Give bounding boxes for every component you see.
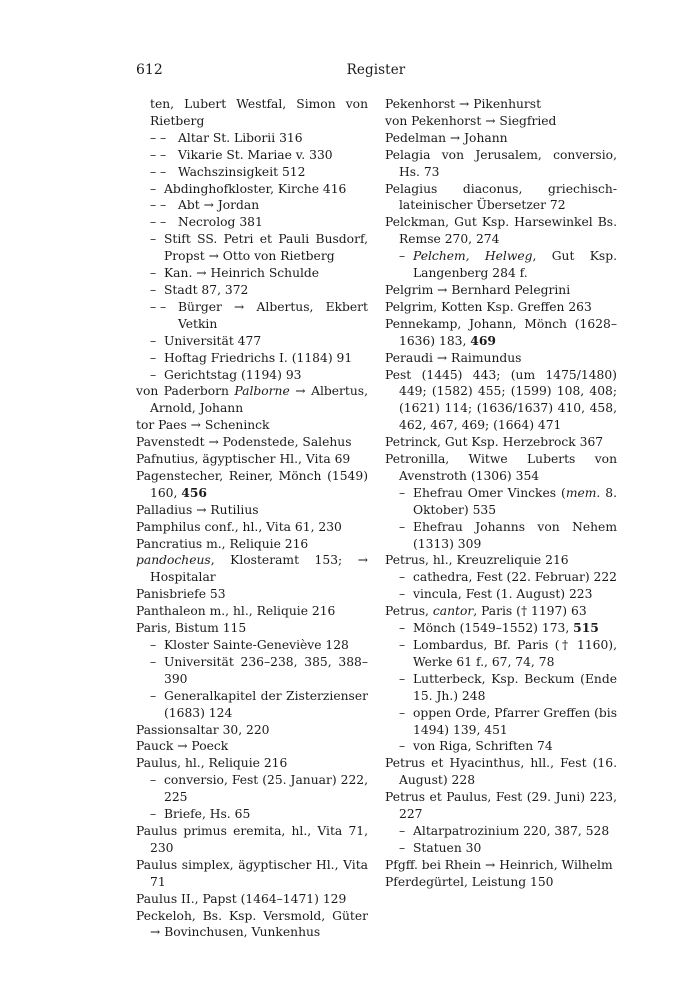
page-number: 612	[136, 62, 163, 78]
entry-text: Petrus,	[385, 604, 433, 619]
entry-text: Pferdegürtel, Leistung 150	[385, 874, 554, 889]
entry-text: Mönch (1549–1552) 173,	[413, 621, 574, 636]
index-entry	[136, 214, 368, 231]
index-entry	[136, 823, 368, 857]
entry-dash: –	[150, 350, 157, 365]
entry-text: Abt → Jordan	[178, 198, 260, 213]
entry-dash: –	[399, 570, 406, 585]
entry-text: 469	[470, 332, 496, 348]
index-entry	[136, 688, 368, 722]
index-entry	[385, 214, 617, 248]
index-entry	[385, 586, 617, 603]
index-entry	[385, 755, 617, 789]
entry-dash: –	[150, 807, 157, 822]
entry-text: Ehefrau Johanns von Nehem (1313) 309	[413, 519, 617, 551]
entry-text: 515	[573, 620, 599, 636]
entry-text: Pest (1445) 443; (um 1475/1480) 449; (1582) 455; (1599) 108, 408; (1621) 114; (1636/1637) 410, 458, 462, 467, 469; (1664) 471	[385, 367, 617, 433]
entry-text: Pelgrim, Kotten Ksp. Greffen 263	[385, 299, 592, 314]
index-entry	[136, 231, 368, 265]
index-column-left	[136, 96, 368, 941]
entry-dash: –	[399, 739, 406, 754]
index-entry	[385, 738, 617, 755]
entry-dash: – –	[150, 299, 167, 314]
index-entry	[136, 502, 368, 519]
index-entry	[136, 908, 368, 942]
index-entry	[385, 434, 617, 451]
entry-text: Pelgrim → Bernhard Pelegrini	[385, 282, 571, 297]
entry-text: Paulus II., Papst (1464–1471) 129	[136, 891, 347, 906]
index-entry	[385, 96, 617, 113]
entry-text: Hoftag Friedrichs I. (1184) 91	[164, 350, 353, 365]
entry-text: Panthaleon m., hl., Reliquie 216	[136, 604, 336, 619]
entry-dash: –	[399, 485, 406, 500]
entry-text: Petrinck, Gut Ksp. Herzebrock 367	[385, 435, 604, 450]
entry-text: , Gut Ksp. Langenberg 284 f.	[413, 249, 617, 281]
entry-text: Panisbriefe 53	[136, 587, 226, 602]
entry-dash: –	[399, 671, 406, 686]
entry-text: Vikarie St. Mariae v. 330	[178, 147, 333, 162]
entry-dash: –	[399, 249, 406, 264]
entry-dash: –	[150, 654, 157, 669]
entry-dash: – –	[150, 164, 167, 179]
entry-dash: –	[150, 367, 157, 382]
index-entry	[385, 181, 617, 215]
index-entry	[136, 417, 368, 434]
entry-text: Stadt 87, 372	[164, 282, 249, 297]
entry-text: von Pekenhorst → Siegfried	[385, 113, 557, 128]
entry-dash: – –	[150, 130, 167, 145]
entry-dash: – –	[150, 198, 167, 213]
entry-text: Briefe, Hs. 65	[164, 807, 251, 822]
entry-text: Pedelman → Johann	[385, 130, 508, 145]
entry-text: Universität 477	[164, 333, 262, 348]
index-entry	[136, 333, 368, 350]
index-entry	[136, 536, 368, 553]
entry-text: Lutterbeck, Ksp. Beckum (Ende 15. Jh.) 248	[413, 671, 617, 703]
index-entry	[136, 519, 368, 536]
entry-text: Passionsaltar 30, 220	[136, 722, 270, 737]
index-entry	[136, 383, 368, 417]
entry-text: cantor	[432, 604, 474, 619]
entry-text: Peckeloh, Bs. Ksp. Versmold, Güter → Bovinchusen, Vunkenhus	[136, 908, 368, 940]
entry-text: Wachszinsigkeit 512	[178, 164, 306, 179]
index-entry	[385, 130, 617, 147]
entry-text: → Albertus, Arnold, Johann	[150, 384, 368, 416]
index-entry	[385, 823, 617, 840]
entry-text: Pavenstedt → Podenstede, Salehus	[136, 435, 352, 450]
index-entry	[136, 722, 368, 739]
entry-text: ten, Lubert Westfal, Simon von Rietberg	[150, 97, 368, 128]
index-entry	[136, 197, 368, 214]
entry-dash: –	[399, 638, 406, 652]
entry-dash: –	[399, 519, 406, 534]
entry-text: Petronilla, Witwe Luberts von Avenstroth (1306) 354	[385, 452, 617, 483]
index-entry	[136, 637, 368, 654]
entry-text: Pancratius m., Reliquie 216	[136, 536, 309, 551]
entry-dash: –	[150, 181, 157, 196]
entry-text: Pfgff. bei Rhein → Heinrich, Wilhelm	[385, 857, 613, 872]
index-entry	[136, 738, 368, 755]
index-entry	[385, 147, 617, 181]
entry-text: Altarpatrozinium 220, 387, 528	[413, 823, 610, 838]
index-entry	[136, 806, 368, 823]
entry-text: Pelagia von Jerusalem, conversio, Hs. 73	[385, 147, 617, 179]
index-entry	[136, 282, 368, 299]
index-entry	[385, 519, 617, 553]
entry-text: tor Paes → Scheninck	[136, 418, 270, 433]
entry-text: pandocheus	[136, 553, 211, 568]
entry-text: von Riga, Schriften 74	[413, 739, 553, 754]
index-entry	[136, 130, 368, 147]
entry-text: Universität 236–238, 385, 388–390	[164, 654, 368, 686]
entry-dash: –	[399, 705, 406, 720]
index-entry	[136, 164, 368, 181]
index-entry	[385, 671, 617, 705]
entry-text: Petrus, hl., Kreuzreliquie 216	[385, 553, 569, 568]
entry-text: vincula, Fest (1. August) 223	[413, 587, 593, 602]
index-entry	[136, 468, 368, 502]
entry-dash: –	[399, 840, 406, 855]
entry-dash: – –	[150, 147, 167, 162]
entry-text: Stift SS. Petri et Pauli Busdorf, Propst → Otto von Rietberg	[164, 232, 368, 264]
index-entry	[385, 316, 617, 350]
entry-text: Altar St. Liborii 316	[178, 130, 303, 145]
entry-dash: –	[150, 688, 157, 703]
index-entry	[385, 620, 617, 637]
index-entry	[136, 451, 368, 468]
entry-text: Gerichtstag (1194) 93	[164, 367, 302, 382]
entry-text: Pennekamp, Johann, Mönch (1628–1636) 183,	[385, 316, 617, 348]
entry-text: oppen Orde, Pfarrer Greffen (bis 1494) 139, 451	[413, 705, 617, 737]
index-entry	[385, 840, 617, 857]
entry-text: Ehefrau Omer Vinckes (	[413, 485, 566, 500]
index-entry	[136, 147, 368, 164]
index-entry	[385, 350, 617, 367]
running-head: Register	[346, 62, 406, 78]
index-entry	[136, 367, 368, 384]
entry-dash: –	[150, 638, 157, 652]
entry-text: Kan. → Heinrich Schulde	[164, 266, 320, 281]
index-entry	[136, 891, 368, 908]
entry-dash: – –	[150, 215, 167, 230]
index-entry	[385, 485, 617, 519]
index-entry	[385, 248, 617, 282]
entry-text: 456	[181, 484, 207, 500]
entry-text: Pekenhorst → Pikenhurst	[385, 97, 542, 111]
entry-text: cathedra, Fest (22. Februar) 222	[413, 570, 618, 585]
entry-text: Bürger → Albertus, Ekbert Vetkin	[178, 299, 368, 331]
index-entry	[385, 857, 617, 874]
index-entry	[385, 789, 617, 823]
entry-text: Abdinghofkloster, Kirche 416	[164, 181, 347, 196]
index-entry	[385, 705, 617, 739]
entry-text: Pelagius diaconus, griechisch-lateinischer Übersetzer 72	[385, 181, 617, 213]
entry-dash: –	[150, 232, 157, 247]
entry-text: 8. Oktober) 535	[413, 485, 617, 517]
entry-dash: –	[150, 266, 157, 281]
entry-text: conversio, Fest (25. Januar) 222, 225	[164, 773, 368, 805]
index-entry	[136, 434, 368, 451]
entry-text: Kloster Sainte-Geneviève 128	[164, 638, 349, 652]
entry-text: Generalkapitel der Zisterzienser (1683) 124	[164, 688, 368, 720]
index-entry	[385, 569, 617, 586]
entry-text: Pafnutius, ägyptischer Hl., Vita 69	[136, 452, 351, 467]
index-entry	[385, 637, 617, 671]
index-entry	[136, 603, 368, 620]
index-entry	[136, 96, 368, 130]
entry-dash: –	[150, 773, 157, 788]
entry-dash: –	[399, 823, 406, 838]
index-entry	[136, 350, 368, 367]
entry-text: Petrus et Hyacinthus, hll., Fest (16. August) 228	[385, 756, 617, 788]
index-entry	[385, 603, 617, 620]
entry-text: Petrus et Paulus, Fest (29. Juni) 223, 227	[385, 790, 617, 822]
entry-text: von Paderborn	[136, 384, 235, 399]
entry-dash: –	[150, 282, 157, 297]
index-entry	[136, 265, 368, 282]
entry-text: Lombardus, Bf. Paris († 1160), Werke 61 f., 67, 74, 78	[413, 638, 617, 669]
entry-text: Pauck → Poeck	[136, 739, 229, 754]
entry-dash: –	[150, 333, 157, 348]
entry-text: Necrolog 381	[178, 215, 263, 230]
entry-text: Paulus simplex, ägyptischer Hl., Vita 71	[136, 857, 368, 889]
index-entry	[385, 451, 617, 485]
entry-text: Paulus primus eremita, hl., Vita 71, 230	[136, 823, 368, 855]
index-entry	[136, 552, 368, 586]
entry-text: Peraudi → Raimundus	[385, 350, 522, 365]
entry-text: , Klosteramt 153; → Hospitalar	[150, 553, 368, 585]
entry-text: Paris, Bistum 115	[136, 621, 247, 636]
entry-text: Paulus, hl., Reliquie 216	[136, 756, 288, 771]
entry-text: Pelckman, Gut Ksp. Harsewinkel Bs. Remse 270, 274	[385, 215, 617, 247]
entry-text: Pamphilus conf., hl., Vita 61, 230	[136, 519, 342, 534]
page-header	[136, 62, 616, 82]
index-entry	[136, 755, 368, 772]
entry-text: Statuen 30	[413, 840, 482, 855]
entry-text: Pagenstecher, Reiner, Mönch (1549) 160,	[136, 468, 368, 500]
entry-text: Palladius → Rutilius	[136, 502, 259, 517]
index-entry	[385, 282, 617, 299]
entry-text: , Paris († 1197) 63	[473, 604, 587, 619]
index-entry	[385, 874, 617, 891]
index-entry	[136, 299, 368, 333]
index-entry	[136, 772, 368, 806]
index-entry	[385, 113, 617, 130]
index-entry	[136, 620, 368, 637]
index-column-right	[385, 96, 617, 891]
index-entry	[385, 367, 617, 435]
entry-text: Palborne	[234, 384, 290, 399]
entry-dash: –	[399, 587, 406, 602]
index-entry	[385, 552, 617, 569]
entry-text: mem.	[565, 485, 601, 500]
entry-dash: –	[399, 621, 406, 636]
index-entry	[136, 181, 368, 198]
index-entry	[385, 299, 617, 316]
index-entry	[136, 857, 368, 891]
entry-text: Pelchem, Helweg	[413, 249, 533, 264]
index-entry	[136, 586, 368, 603]
index-entry	[136, 654, 368, 688]
